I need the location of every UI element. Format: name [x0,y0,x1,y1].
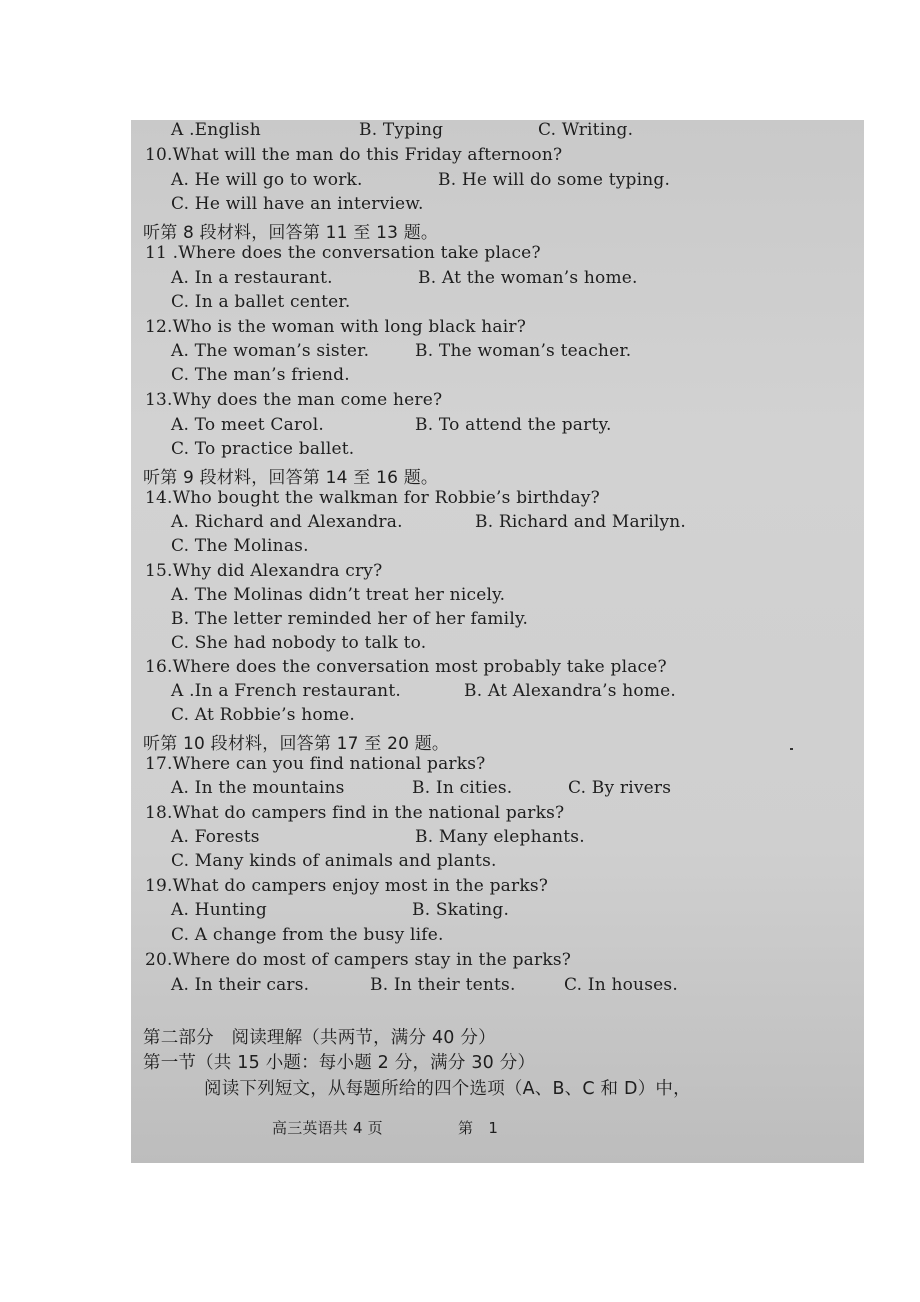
exam-page [131,120,864,1163]
reading-instructions: 阅读下列短文，从每题所给的四个选项（A、B、C 和 D）中， [204,1079,691,1099]
q17-option-b: B. In cities. [412,778,513,798]
q18-option-a: A. Forests [171,827,260,847]
q16-option-b: B. At Alexandra’s home. [464,681,677,701]
q20-question: 20.Where do most of campers stay in the parks? [145,950,572,970]
q19-option-a: A. Hunting [171,900,267,920]
part-2-section-1-heading: 第一节（共 15 小题：每小题 2 分，满分 30 分） [143,1053,536,1073]
q15-option-a: A. The Molinas didn’t treat her nicely. [171,585,506,605]
speck-mark [790,748,793,750]
q20-option-c: C. In houses. [564,975,678,995]
q14-option-b: B. Richard and Marilyn. [475,512,687,532]
q11-question: 11 .Where does the conversation take place? [145,243,541,263]
footer-page-number: 第 1 [458,1119,499,1137]
q11-option-b: B. At the woman’s home. [418,268,638,288]
q15-option-b: B. The letter reminded her of her family. [171,609,529,629]
q10-option-c: C. He will have an interview. [171,194,424,214]
section-10-heading: 听第 10 段材料，回答第 17 至 20 题。 [143,734,450,754]
q14-question: 14.Who bought the walkman for Robbie’s birthday? [145,488,600,508]
q12-question: 12.Who is the woman with long black hair? [145,317,527,337]
q18-question: 18.What do campers find in the national parks? [145,803,565,823]
q9-option-c: C. Writing. [538,120,634,140]
q12-option-b: B. The woman’s teacher. [415,341,632,361]
footer-title: 高三英语共 4 页 [272,1119,383,1137]
q12-option-a: A. The woman’s sister. [171,341,370,361]
q20-option-b: B. In their tents. [370,975,516,995]
q16-question: 16.Where does the conversation most probably take place? [145,657,667,677]
q11-option-a: A. In a restaurant. [171,268,333,288]
q14-option-c: C. The Molinas. [171,536,309,556]
part-2-heading: 第二部分 阅读理解（共两节，满分 40 分） [143,1028,496,1048]
q9-option-a: A .English [171,120,261,140]
q19-question: 19.What do campers enjoy most in the parks? [145,876,549,896]
q16-option-c: C. At Robbie’s home. [171,705,356,725]
section-8-heading: 听第 8 段材料，回答第 11 至 13 题。 [143,223,439,243]
q12-option-c: C. The man’s friend. [171,365,350,385]
q17-option-a: A. In the mountains [171,778,345,798]
q17-question: 17.Where can you find national parks? [145,754,486,774]
q10-option-b: B. He will do some typing. [438,170,671,190]
q18-option-b: B. Many elephants. [415,827,585,847]
q10-option-a: A. He will go to work. [171,170,363,190]
q17-option-c: C. By rivers [568,778,672,798]
section-9-heading: 听第 9 段材料，回答第 14 至 16 题。 [143,468,439,488]
q19-option-b: B. Skating. [412,900,510,920]
q20-option-a: A. In their cars. [171,975,310,995]
q18-option-c: C. Many kinds of animals and plants. [171,851,497,871]
q10-question: 10.What will the man do this Friday afternoon? [145,145,563,165]
q16-option-a: A .In a French restaurant. [171,681,401,701]
q15-question: 15.Why did Alexandra cry? [145,561,383,581]
q13-question: 13.Why does the man come here? [145,390,443,410]
q13-option-c: C. To practice ballet. [171,439,355,459]
q11-option-c: C. In a ballet center. [171,292,351,312]
q15-option-c: C. She had nobody to talk to. [171,633,427,653]
q19-option-c: C. A change from the busy life. [171,925,444,945]
q9-option-b: B. Typing [359,120,444,140]
q13-option-a: A. To meet Carol. [171,415,324,435]
q14-option-a: A. Richard and Alexandra. [171,512,403,532]
q13-option-b: B. To attend the party. [415,415,612,435]
